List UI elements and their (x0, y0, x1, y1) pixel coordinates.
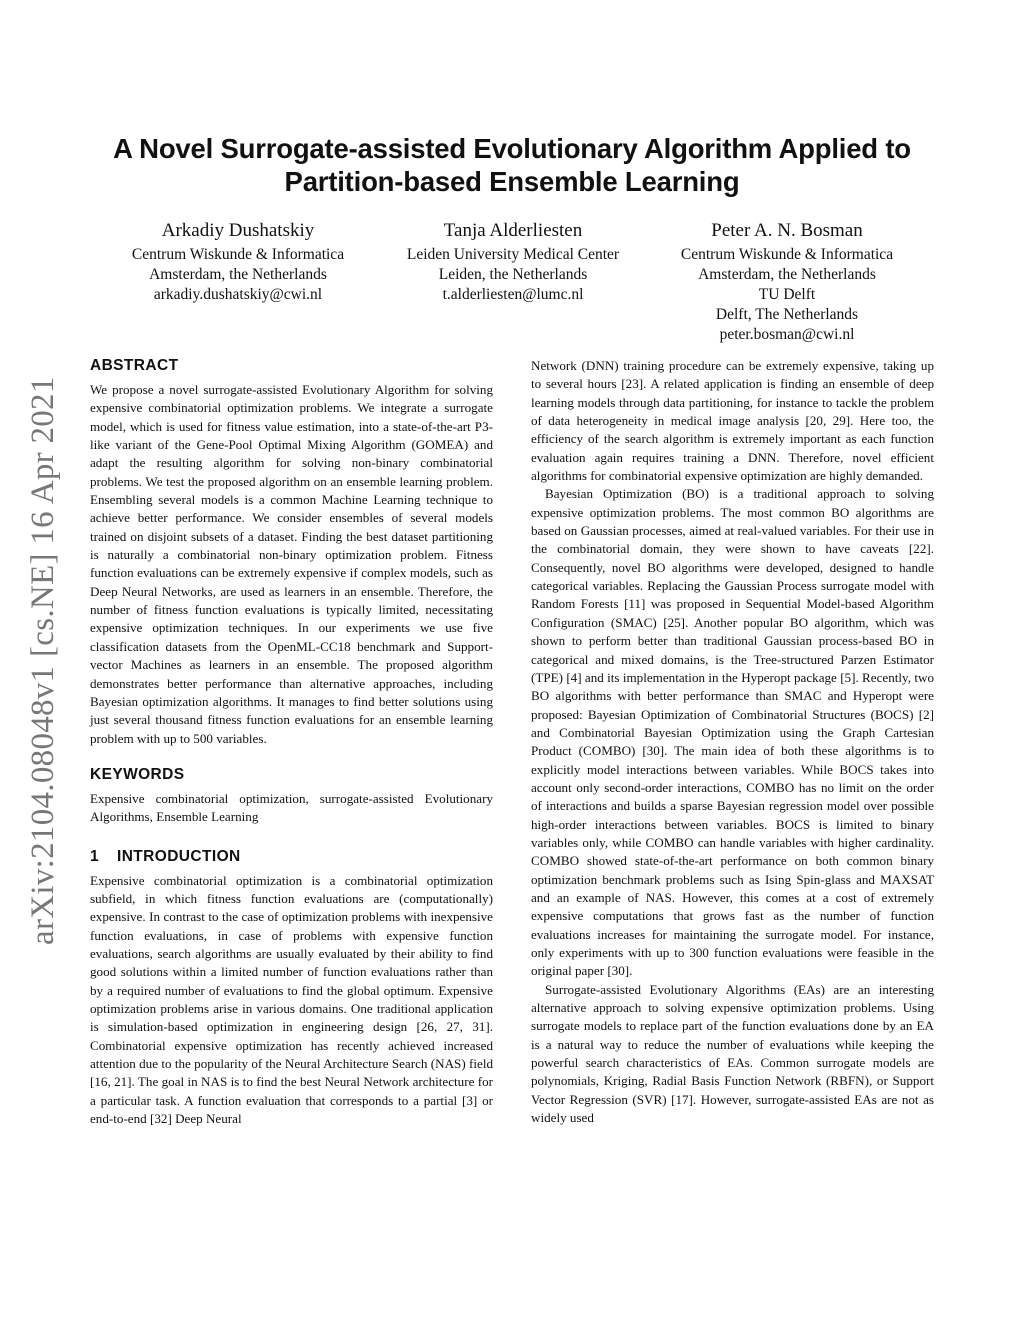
author-email[interactable]: peter.bosman@cwi.nl (719, 326, 855, 343)
author-name: Arkadiy Dushatskiy (161, 220, 315, 241)
author-2 (373, 218, 653, 305)
paper-title (90, 132, 934, 198)
author-location: Leiden, the Netherlands (438, 266, 588, 283)
author-location: Amsterdam, the Netherlands (149, 266, 327, 283)
arxiv-identifier: arXiv:2104.08048v1 [cs.NE] 16 Apr 2021 (25, 376, 61, 945)
intro-paragraph-1: Expensive combinatorial optimization is a combinatorial optimization subfield, in which fitness function evaluations are (computationally) expensive. In contrast to the case of optimization problems with inexpensive function evaluations, in case of problems with expensive function evaluations, search algorithms are usually evaluated by their ability to find good solutions within a limited number of function evaluations rather than by a required number of evaluations to find the global optimum. Expensive optimization problems arise in various domains. One traditional application is simulation-based optimization in engineering design [26, 27, 31]. Combinatorial expensive optimization has recently achieved increased attention due to the popularity of the Neural Architecture Search (NAS) field [16, 21]. The goal in NAS is to find the best Neural Network architecture for a particular task. A function evaluation that corresponds to a partial [3] or end-to-end [32] Deep Neural (90, 872, 493, 1127)
intro-paragraph-1-continued: Network (DNN) training procedure can be extremely expensive, taking up to several hours [23]. A related application is finding an ensemble of deep learning models through data partitioning, for instance to tackle the problem of data heterogeneity in medical image analysis [20, 29]. Here too, the efficiency of the search algorithm is extremely important as each function evaluation again requires training a DNN. Therefore, novel efficient algorithms for combinatorial expensive optimization are highly demanded. (531, 358, 934, 484)
right-column (531, 357, 934, 1127)
author-affiliation: Centrum Wiskunde & Informatica (131, 246, 345, 263)
left-column (90, 356, 493, 1128)
abstract-text: We propose a novel surrogate-assisted Evolutionary Algorithm for solving expensive combinatorial optimization problems. We integrate a surrogate model, which is used for fitness value estimation, into a state-of-the-art P3-like variant of the Gene-Pool Optimal Mixing Algorithm (GOMEA) and adapt the resulting algorithm for solving non-binary combinatorial problems. We test the proposed algorithm on an ensemble learning problem. Ensembling several models is a common Machine Learning technique to achieve better performance. We consider ensembles of several models trained on disjoint subsets of a dataset. Finding the best dataset partitioning is naturally a combinatorial non-binary optimization problem. Fitness function evaluations can be extremely expensive if complex models, such as Deep Neural Networks, are used as learners in an ensemble. Therefore, the number of fitness function evaluations is typically limited, necessitating expensive optimization techniques. In our experiments we use five classification datasets from the OpenML-CC18 benchmark and Support-vector Machines as learners in an ensemble. The proposed algorithm demonstrates better performance than alternative approaches, including Bayesian optimization algorithms. It manages to find better solutions using just several thousand fitness function evaluations for an ensemble learning problem with up to 500 variables. (90, 382, 493, 746)
author-name: Peter A. N. Bosman (711, 220, 863, 241)
author-location-2: Delft, The Netherlands (715, 306, 859, 323)
keywords-text: Expensive combinatorial optimization, surrogate-assisted Evolutionary Algorithms, Ensemble Learning (90, 790, 493, 825)
paper-title-line-2: Partition-based Ensemble Learning (284, 166, 740, 197)
author-email[interactable]: t.alderliesten@lumc.nl (442, 286, 584, 303)
author-affiliation: Leiden University Medical Center (406, 246, 620, 263)
intro-paragraph-3: Surrogate-assisted Evolutionary Algorithms (EAs) are an interesting alternative approach to solving expensive optimization problems. Using surrogate models to replace part of the function evaluations done by an EA is a natural way to reduce the number of evaluations while keeping the powerful search characteristics of EAs. Common surrogate models are polynomials, Kriging, Radial Basis Function Network (RBFN), or Support Vector Regression (SVR) [17]. However, surrogate-assisted EAs are not as widely used (531, 981, 934, 1126)
keywords-heading: KEYWORDS (90, 765, 185, 783)
author-email[interactable]: arkadiy.dushatskiy@cwi.nl (153, 286, 323, 303)
section-title: INTRODUCTION (117, 847, 241, 865)
abstract-heading: ABSTRACT (90, 357, 179, 374)
author-1 (98, 218, 378, 305)
author-block (0, 218, 1024, 348)
intro-paragraph-2: Bayesian Optimization (BO) is a traditional approach to solving expensive optimization problems. The most common BO algorithms are based on Gaussian processes, aimed at real-valued variables. For their use in the combinatorial domain, they were shown to have caveats [22]. Consequently, novel BO algorithms were developed, designed to handle categorical variables. Replacing the Gaussian Process surrogate model with Random Forests [11] was proposed in Sequential Model-based Algorithm Configuration (SMAC) [25]. Another popular BO algorithm, which was shown to perform better than traditional Gaussian process-based BO in categorical and mixed domains, is the Tree-structured Parzen Estimator (TPE) [4] and its implementation in the Hyperopt package [5]. Recently, two BO algorithms with better performance than SMAC and Hyperopt were proposed: Bayesian Optimization of Combinatorial Structures (BOCS) [2] and Combinatorial Bayesian Optimization using the Graph Cartesian Product (COMBO) [30]. The main idea of both these algorithms is to explicitly model interactions between variables. While BOCS takes into account only second-order interactions, COMBO has no limit on the order of interactions and builds a sparse Bayesian regression model over possible high-order interactions between variables. BOCS is limited to binary variables only, while COMBO can handle variables with higher cardinality. COMBO showed state-of-the-art performance on both common binary optimization benchmark problems such as Ising Spin-glass and MAXSAT and an example of NAS. However, this comes at a cost of extremely expensive computations that grows fast as the number of function evaluations increases for maintaining the surrogate model. For instance, only experiments with up to 300 function evaluations were feasible in the original paper [30]. (531, 486, 934, 979)
author-name: Tanja Alderliesten (443, 220, 583, 241)
author-affiliation: Centrum Wiskunde & Informatica (680, 246, 894, 263)
section-number: 1 (90, 847, 100, 865)
author-3 (647, 218, 927, 345)
author-affiliation-2: TU Delft (758, 286, 816, 303)
introduction-heading (90, 847, 493, 867)
author-location: Amsterdam, the Netherlands (698, 266, 876, 283)
paper-title-line-1: A Novel Surrogate-assisted Evolutionary Algorithm Applied to (113, 133, 911, 164)
